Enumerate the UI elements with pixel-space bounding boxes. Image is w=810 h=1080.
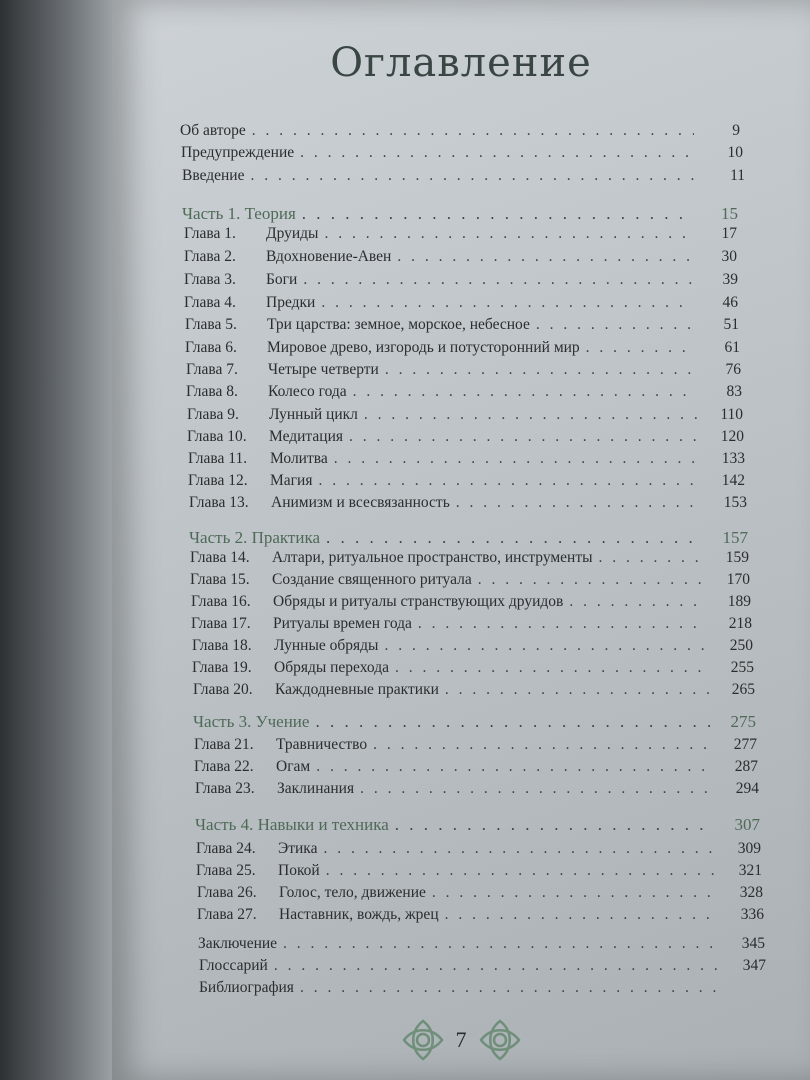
- dot-leader: [384, 637, 707, 655]
- dot-leader: [478, 571, 704, 589]
- dot-leader: [315, 712, 710, 732]
- toc-chapter-entry: Глава 26. Голос, тело, движение . . . 328: [197, 884, 763, 905]
- toc-entry-front: Предупреждение . . . 10: [181, 144, 743, 165]
- toc-entry-front: Об авторе . . . 9: [180, 122, 740, 143]
- dot-leader: [349, 428, 698, 446]
- toc-chapter-entry: Глава 24. Этика . . . 309: [196, 840, 761, 861]
- dot-leader: [364, 406, 697, 424]
- toc-entry-front: Введение . . . 11: [182, 167, 745, 188]
- toc-part-heading: Часть 1. Теория . . . 15: [182, 204, 738, 225]
- toc-entry-back: Заключение . . . 345: [198, 935, 765, 956]
- dot-leader: [316, 758, 712, 776]
- dot-leader: [321, 294, 692, 312]
- dot-leader: [334, 450, 699, 468]
- dot-leader: [599, 549, 703, 567]
- dot-leader: [274, 957, 720, 975]
- dot-leader: [445, 681, 709, 699]
- toc-part-heading: Часть 2. Практика . . . 157: [189, 528, 748, 549]
- toc-chapter-entry: Глава 2. Вдохновение-Авен . . . 30: [184, 248, 737, 269]
- dot-leader: [395, 815, 714, 835]
- toc-chapter-entry: Глава 8. Колесо года . . . 83: [186, 383, 742, 404]
- toc-chapter-entry: Глава 6. Мировое древо, изгородь и потусторонний мир . . . 61: [185, 339, 740, 360]
- page-title: Оглавление: [330, 40, 592, 86]
- toc-chapter-entry: Глава 18. Лунные обряды . . . 250: [192, 637, 753, 658]
- celtic-knot-icon: [400, 1017, 446, 1063]
- toc-chapter-entry: Глава 23. Заклинания . . . 294: [195, 780, 759, 801]
- toc-chapter-entry: Глава 19. Обряды перехода . . . 255: [192, 659, 754, 680]
- dot-leader: [300, 979, 721, 997]
- toc-chapter-entry: Глава 1. Друиды . . . 17: [184, 225, 737, 246]
- book-page: [112, 0, 810, 1080]
- toc-chapter-entry: Глава 5. Три царства: земное, морское, небесное . . . 51: [185, 316, 739, 337]
- toc-chapter-entry: Глава 16. Обряды и ритуалы странствующих друидов . . . 189: [191, 593, 751, 614]
- toc-chapter-entry: Глава 22. Огам . . . 287: [194, 758, 758, 779]
- toc-chapter-entry: Глава 3. Боги . . . 39: [184, 271, 738, 292]
- toc-part-heading: Часть 4. Навыки и техника . . . 307: [195, 815, 760, 836]
- dot-leader: [373, 736, 711, 754]
- dot-leader: [385, 361, 695, 379]
- toc-chapter-entry: Глава 15. Создание священного ритуала . . . 170: [190, 571, 750, 592]
- toc-entry-back: Глоссарий . . . 347: [199, 957, 766, 978]
- toc-chapter-entry: Глава 20. Каждодневные практики . . . 265: [193, 681, 755, 702]
- toc-chapter-entry: Глава 21. Травничество . . . 277: [194, 736, 757, 757]
- dot-leader: [586, 339, 694, 357]
- dot-leader: [326, 862, 716, 880]
- dot-leader: [397, 248, 691, 266]
- celtic-knot-icon: [477, 1017, 523, 1063]
- dot-leader: [324, 225, 691, 243]
- toc-chapter-entry: Глава 10. Медитация . . . 120: [187, 428, 744, 449]
- dot-leader: [318, 472, 699, 490]
- toc-chapter-entry: Глава 25. Покой . . . 321: [196, 862, 762, 883]
- dot-leader: [432, 884, 717, 902]
- dot-leader: [353, 383, 696, 401]
- dot-leader: [456, 494, 701, 512]
- dot-leader: [536, 316, 693, 334]
- page-number: 7: [455, 1027, 467, 1052]
- toc-chapter-entry: Глава 7. Четыре четверти . . . 76: [186, 361, 741, 382]
- toc-chapter-entry: Глава 27. Наставник, вождь, жрец . . . 336: [197, 906, 764, 927]
- toc-chapter-entry: Глава 12. Магия . . . 142: [188, 472, 745, 493]
- dot-leader: [360, 780, 713, 798]
- toc-entry-back: Библиография . . .: [199, 979, 767, 1000]
- toc-part-heading: Часть 3. Учение . . . 275: [193, 712, 756, 733]
- book-spine-shadow: [0, 0, 112, 1080]
- dot-leader: [395, 659, 708, 677]
- dot-leader: [300, 144, 697, 162]
- dot-leader: [569, 593, 705, 611]
- toc-chapter-entry: Глава 11. Молитва . . . 133: [188, 450, 745, 471]
- dot-leader: [302, 204, 692, 224]
- dot-leader: [250, 167, 699, 185]
- dot-leader: [418, 615, 706, 633]
- toc-chapter-entry: Глава 4. Предки . . . 46: [184, 294, 738, 315]
- page-footer: [112, 1015, 810, 1065]
- toc-chapter-entry: Глава 17. Ритуалы времен года . . . 218: [191, 615, 752, 636]
- dot-leader: [323, 840, 715, 858]
- dot-leader: [326, 528, 702, 548]
- toc-chapter-entry: Глава 14. Алтари, ритуальное пространство, инструменты . . . 159: [190, 549, 749, 570]
- toc-chapter-entry: Глава 13. Анимизм и всесвязанность . . . 153: [189, 494, 747, 515]
- toc-chapter-entry: Глава 9. Лунный цикл . . . 110: [187, 406, 743, 427]
- dot-leader: [283, 935, 719, 953]
- dot-leader: [445, 906, 718, 924]
- dot-leader: [252, 122, 694, 140]
- dot-leader: [303, 271, 692, 289]
